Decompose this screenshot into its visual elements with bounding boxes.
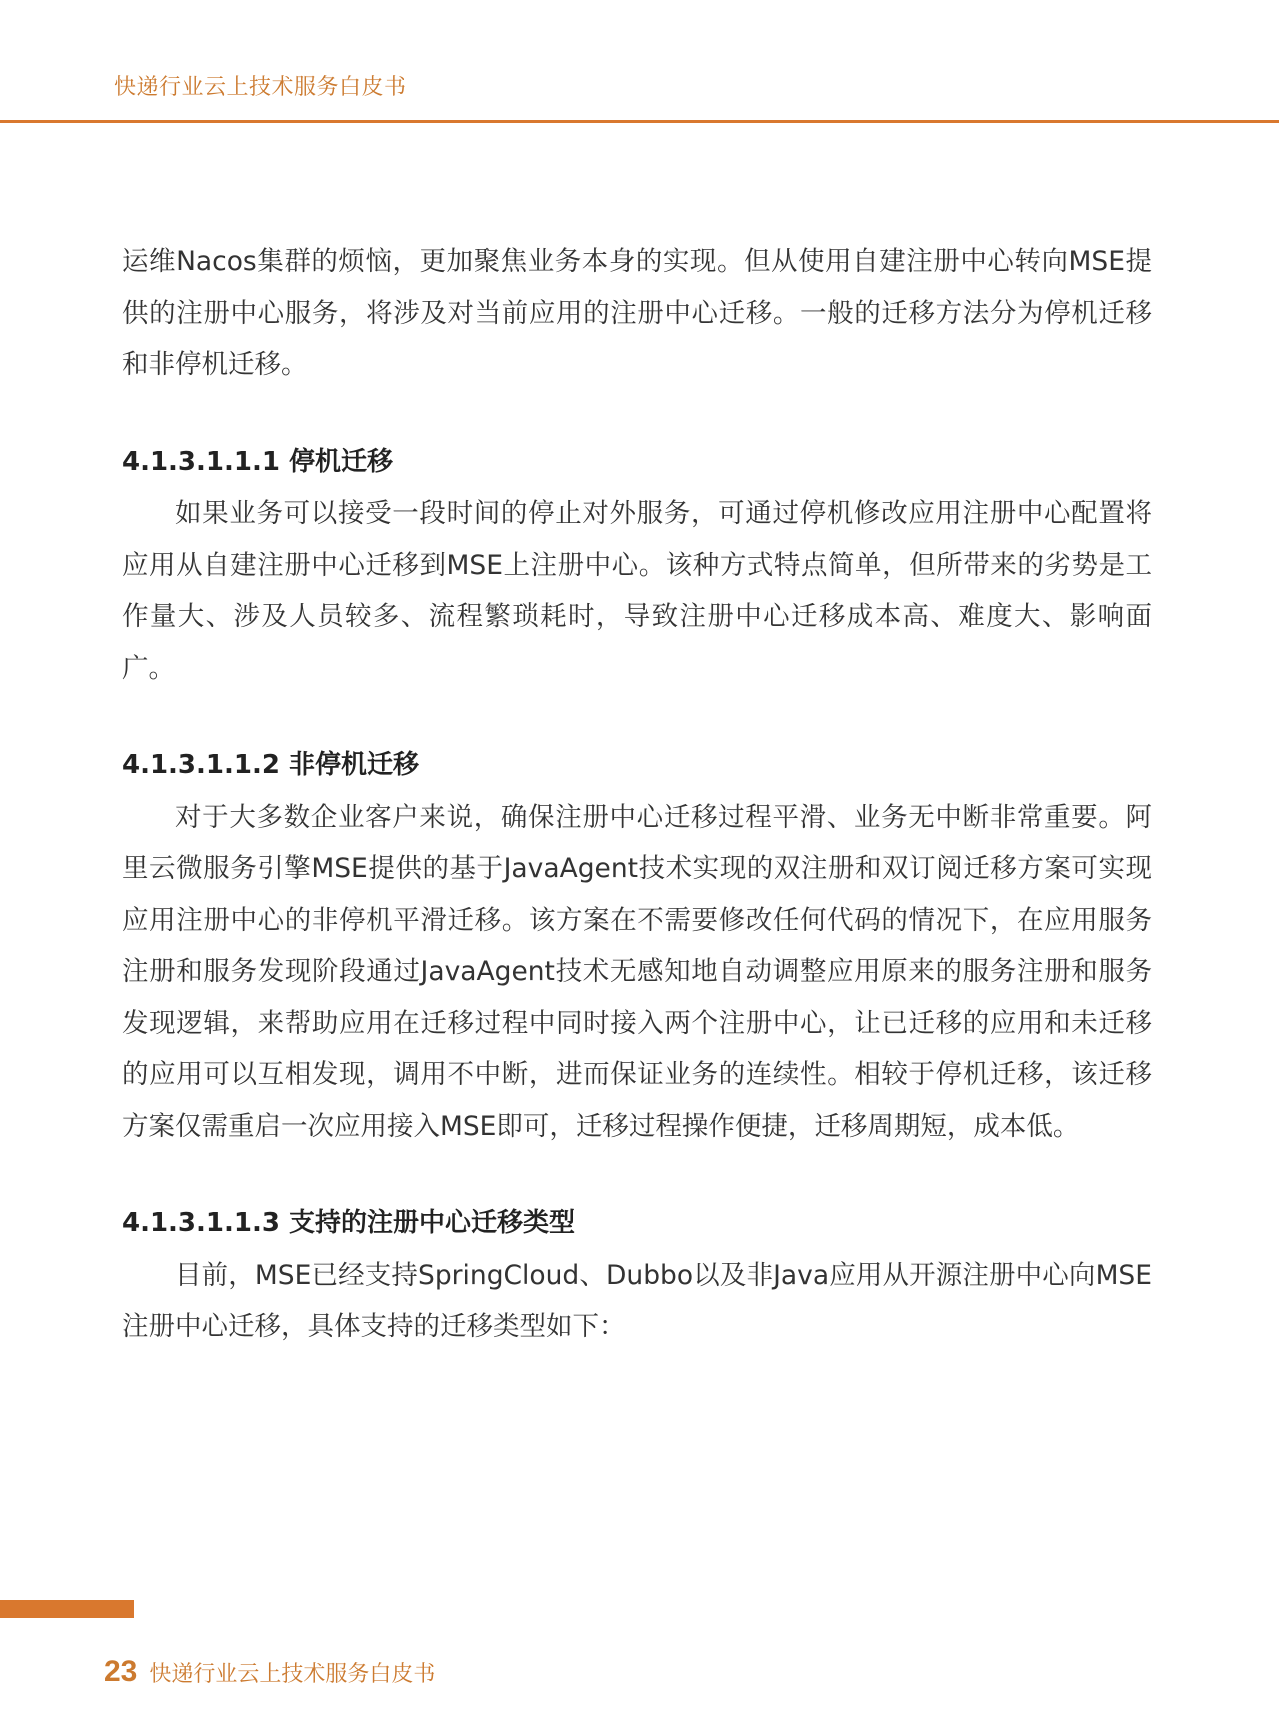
page-content [122, 236, 1152, 1353]
section-body: 如果业务可以接受一段时间的停止对外服务，可通过停机修改应用注册中心配置将应用从自建注册中心迁移到MSE上注册中心。该种方式特点简单，但所带来的劣势是工作量大、涉及人员较多、流程繁琐耗时，导致注册中心迁移成本高、难度大、影响面广。 [122, 498, 1152, 684]
running-header-title: 快递行业云上技术服务白皮书 [114, 75, 407, 100]
section-heading: 4.1.3.1.1.2 非停机迁移 [122, 750, 419, 780]
section-supported-migration-types [122, 1198, 1152, 1353]
header-divider [0, 120, 1279, 123]
footer-accent-bar [0, 1600, 134, 1618]
section-downtime-migration [122, 437, 1152, 695]
page-number: 23 [104, 1655, 138, 1688]
page-footer [104, 1655, 435, 1689]
section-body: 目前，MSE已经支持SpringCloud、Dubbo以及非Java应用从开源注册中心向MSE注册中心迁移，具体支持的迁移类型如下： [122, 1259, 1152, 1342]
intro-paragraph: 运维Nacos集群的烦恼，更加聚焦业务本身的实现。但从使用自建注册中心转向MSE提供的注册中心服务，将涉及对当前应用的注册中心迁移。一般的迁移方法分为停机迁移和非停机迁移。 [122, 246, 1152, 380]
section-heading: 4.1.3.1.1.1 停机迁移 [122, 446, 393, 477]
section-heading: 4.1.3.1.1.3 支持的注册中心迁移类型 [122, 1208, 575, 1238]
section-non-downtime-migration [122, 740, 1152, 1152]
section-body: 对于大多数企业客户来说，确保注册中心迁移过程平滑、业务无中断非常重要。阿里云微服务引擎MSE提供的基于JavaAgent技术实现的双注册和双订阅迁移方案可实现应用注册中心的非停机平滑迁移。该方案在不需要修改任何代码的情况下，在应用服务注册和服务发现阶段通过JavaAgent技术无感知地自动调整应用原来的服务注册和服务发现逻辑，来帮助应用在迁移过程中同时接入两个注册中心，让已迁移的应用和未迁移的应用可以互相发现，调用不中断，进而保证业务的连续性。相较于停机迁移，该迁移方案仅需重启一次应用接入MSE即可，迁移过程操作便捷，迁移周期短，成本低。 [122, 801, 1152, 1142]
footer-title: 快递行业云上技术服务白皮书 [149, 1662, 436, 1687]
